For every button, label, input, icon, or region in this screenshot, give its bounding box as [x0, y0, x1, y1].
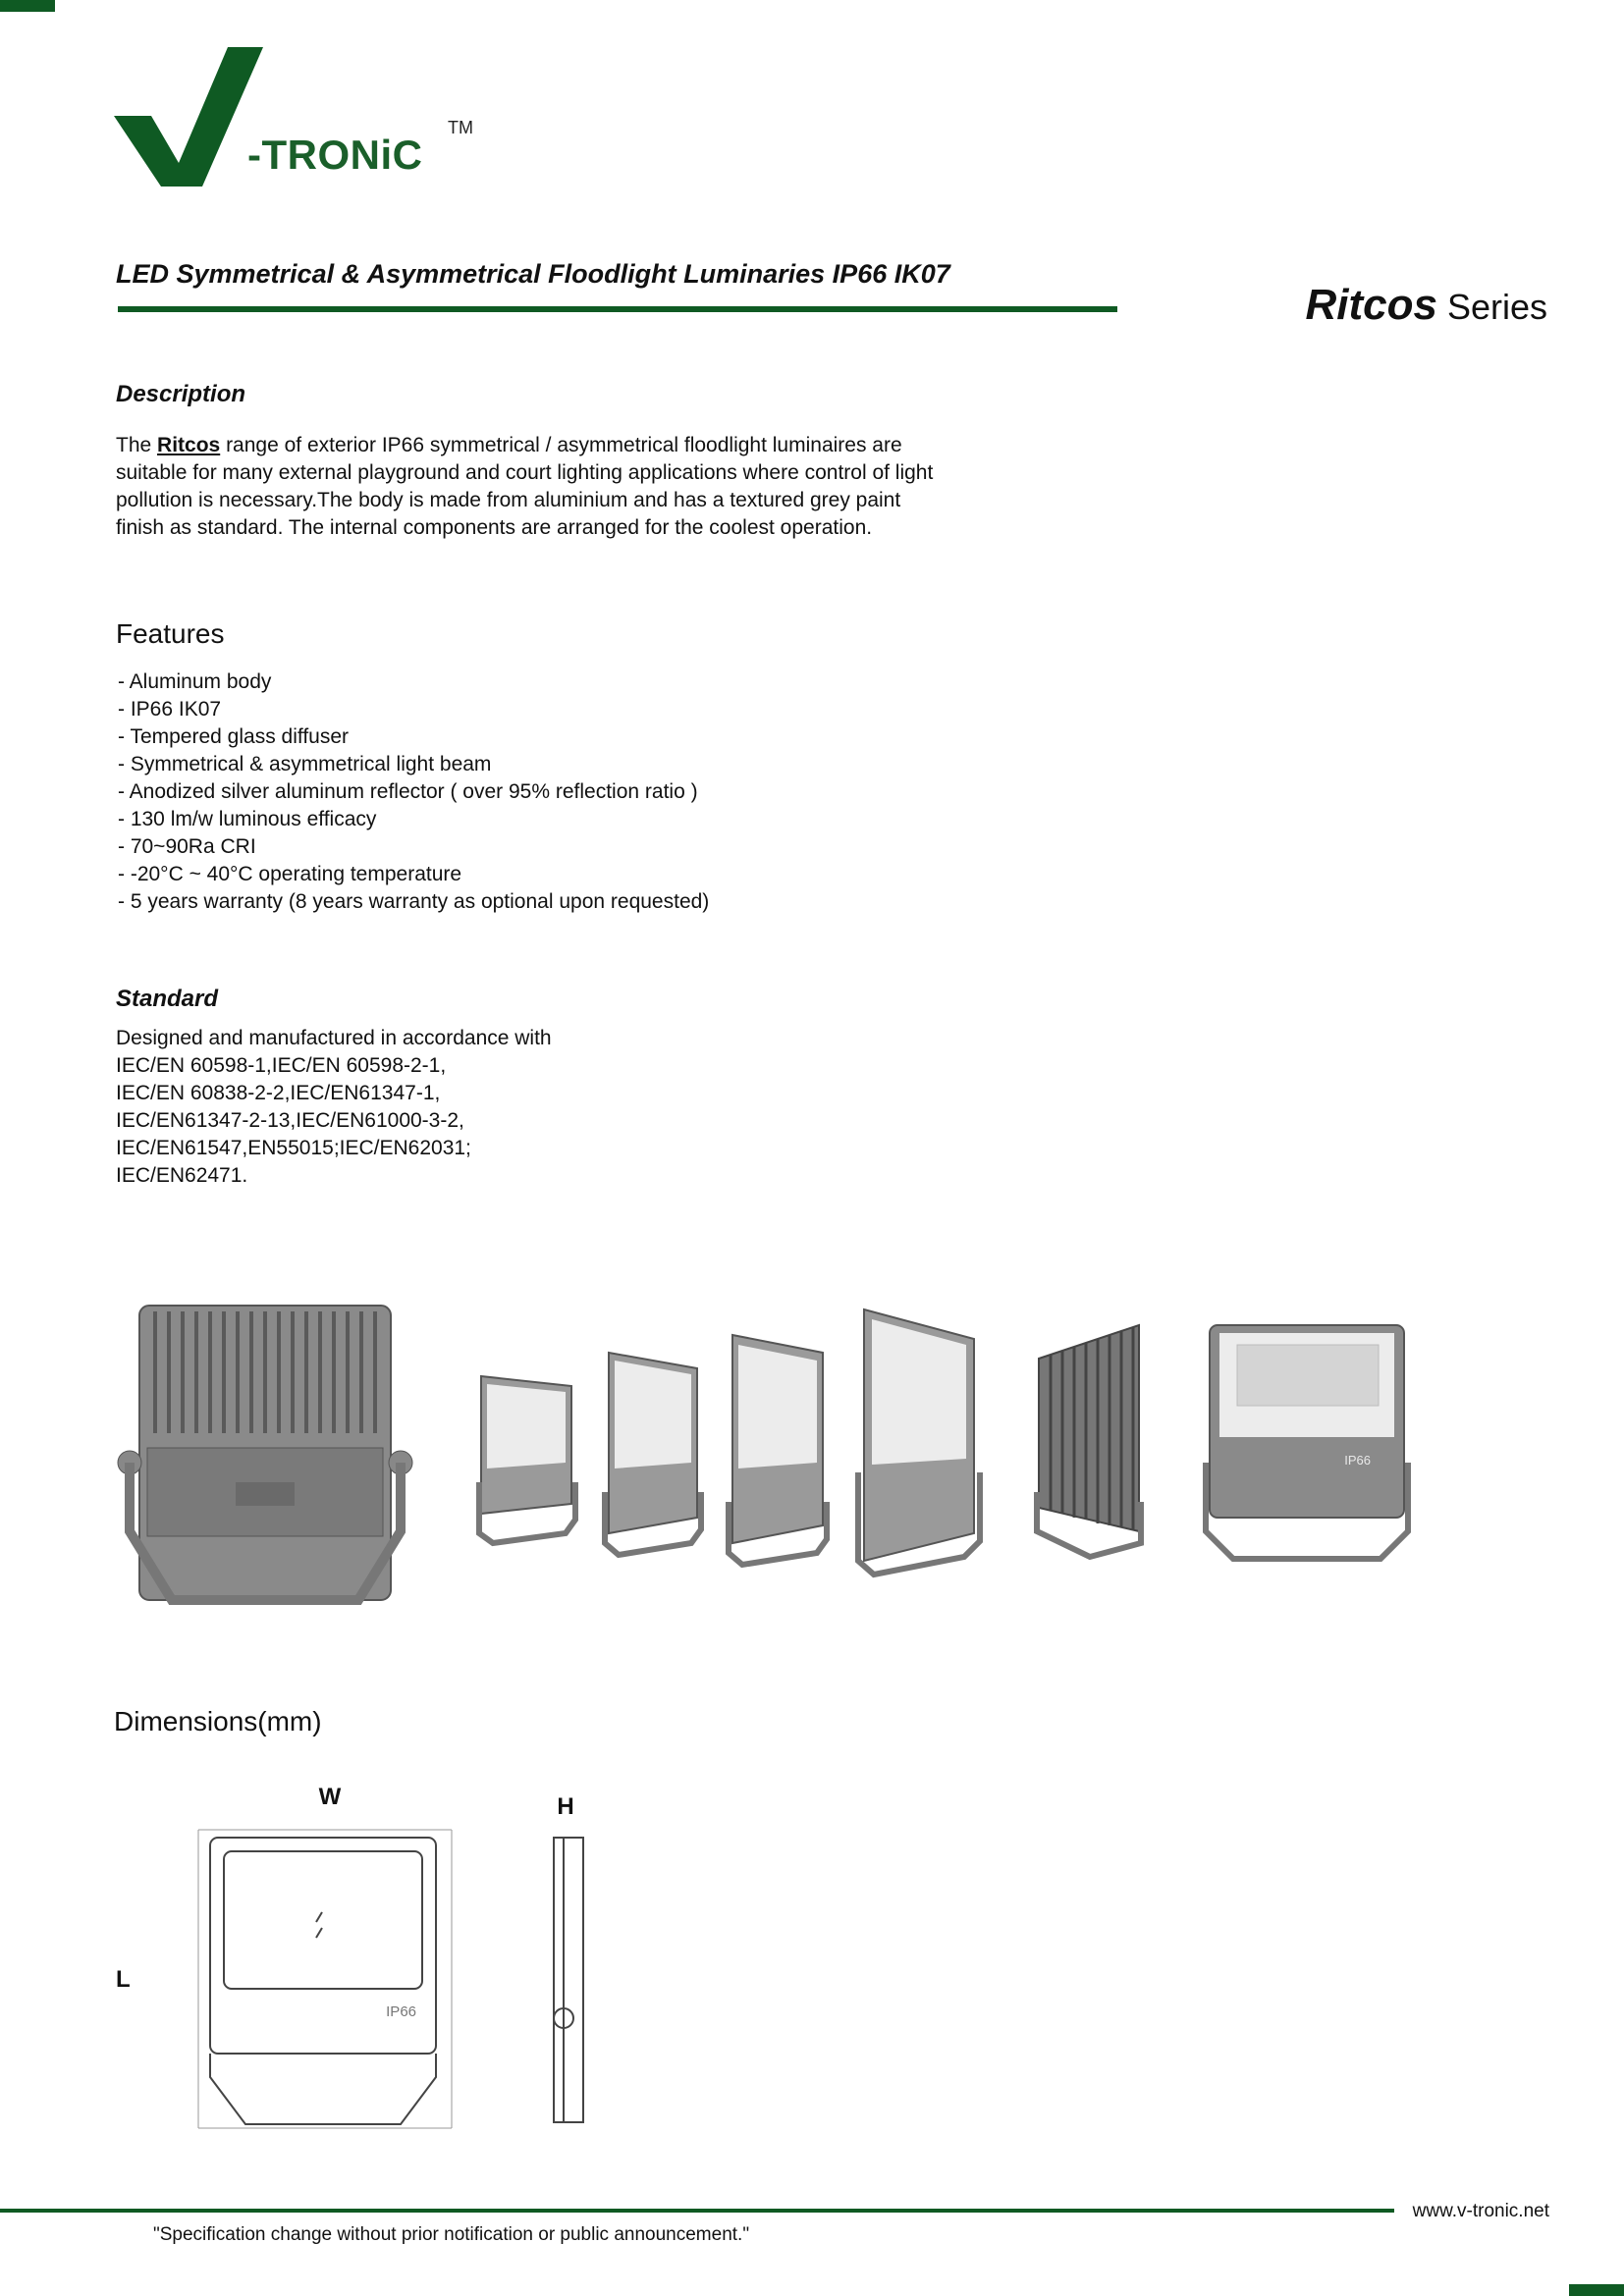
corner-accent-top: [0, 0, 55, 12]
feature-item: - -20°C ~ 40°C operating temperature: [118, 863, 462, 885]
standard-line: Designed and manufactured in accordance with: [116, 1027, 552, 1049]
logo-wordmark: -TRONiC: [247, 132, 423, 178]
features-heading: Features: [116, 618, 225, 649]
series-label: [1305, 281, 1547, 330]
product-images: [108, 1286, 1434, 1610]
description-line: pollution is necessary.The body is made from aluminium and has a textured grey paint: [116, 489, 901, 511]
product-side-view: [1037, 1325, 1141, 1557]
feature-item: - Symmetrical & asymmetrical light beam: [118, 753, 492, 775]
logo-checkmark: [114, 47, 263, 187]
product-front-medium: [605, 1353, 701, 1555]
series-name: Ritcos: [1305, 281, 1437, 329]
description-line: [116, 432, 1000, 459]
footer-disclaimer: "Specification change without prior notification or public announcement.": [153, 2224, 750, 2245]
feature-item: - IP66 IK07: [118, 698, 222, 721]
product-front-small: [479, 1376, 575, 1543]
product-back-view: [118, 1306, 412, 1600]
product-front-xlarge: [858, 1309, 980, 1575]
standard-line: IEC/EN 60838-2-2,IEC/EN61347-1,: [116, 1082, 441, 1104]
feature-item: - Tempered glass diffuser: [118, 725, 350, 748]
feature-item: - 5 years warranty (8 years warranty as optional upon requested): [118, 890, 710, 913]
dimension-drawing: [108, 1775, 599, 2138]
website-url[interactable]: www.v-tronic.net: [1412, 2201, 1549, 2221]
description-lead: The: [116, 434, 152, 456]
ip66-drawing-label: IP66: [386, 2003, 416, 2020]
feature-item: - 70~90Ra CRI: [118, 835, 256, 858]
standard-text: [116, 1025, 552, 1190]
features-list: [118, 668, 709, 916]
length-label: L: [116, 1966, 131, 1993]
description-line: suitable for many external playground and court lighting applications where control of light: [116, 461, 934, 484]
description-heading: Description: [116, 381, 246, 407]
width-label: W: [318, 1784, 342, 1810]
series-word: Series: [1446, 287, 1547, 327]
corner-accent-bottom: [1569, 2284, 1624, 2296]
standard-line: IEC/EN61547,EN55015;IEC/EN62031;: [116, 1137, 471, 1159]
document-title: LED Symmetrical & Asymmetrical Floodlight Luminaries IP66 IK07: [116, 259, 950, 289]
title-underline: [118, 306, 1117, 312]
product-front-large: [729, 1335, 827, 1565]
description-line: finish as standard. The internal components are arranged for the coolest operation.: [116, 516, 873, 539]
feature-item: - 130 lm/w luminous efficacy: [118, 808, 377, 830]
feature-item: - Anodized silver aluminum reflector ( over 95% reflection ratio ): [118, 780, 698, 803]
trademark-symbol: TM: [448, 118, 473, 137]
description-line-rest: range of exterior IP66 symmetrical / asymmetrical floodlight luminaires are: [226, 434, 902, 456]
standard-line: IEC/EN62471.: [116, 1164, 248, 1187]
standard-line: IEC/EN61347-2-13,IEC/EN61000-3-2,: [116, 1109, 464, 1132]
footer-rule: [0, 2209, 1394, 2213]
height-label: H: [557, 1793, 574, 1820]
description-brand: Ritcos: [157, 434, 221, 456]
dimension-lines: [198, 1830, 452, 2128]
front-view-outline: [210, 1838, 436, 2124]
standard-line: IEC/EN 60598-1,IEC/EN 60598-2-1,: [116, 1054, 447, 1077]
dimensions-heading: Dimensions(mm): [114, 1706, 322, 1736]
side-view-outline: [554, 1838, 583, 2122]
description-text: [116, 432, 1000, 542]
product-front-ip66: [1206, 1325, 1408, 1559]
standard-heading: Standard: [116, 986, 219, 1012]
feature-item: - Aluminum body: [118, 670, 272, 693]
product-ip66-badge: IP66: [1344, 1453, 1371, 1468]
